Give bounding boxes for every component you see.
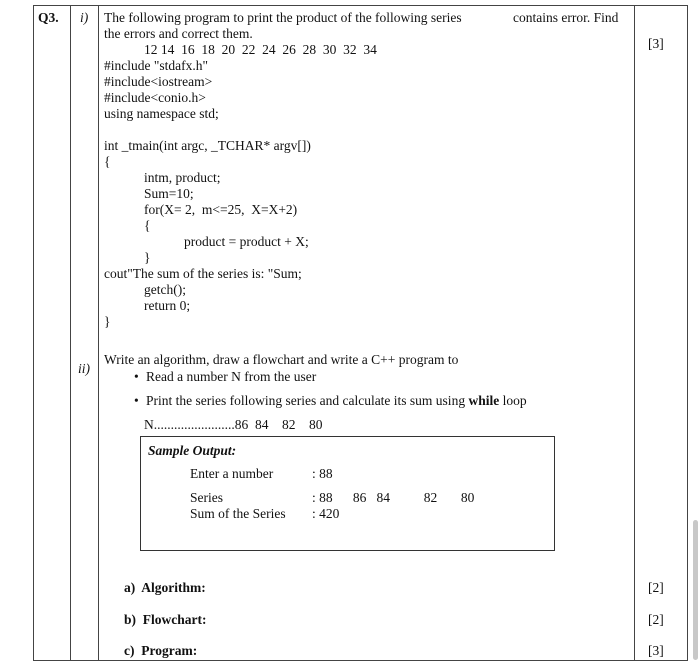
sample-row-1-value: : 88 [312, 466, 333, 481]
scrollbar[interactable] [693, 520, 698, 660]
code-line: } [144, 250, 151, 265]
part-ii-stem: Write an algorithm, draw a flowchart and write a C++ program to [104, 352, 459, 367]
algorithm-marks: [2] [648, 580, 664, 595]
sample-row-3-label: Sum of the Series [190, 506, 286, 521]
part-ii-bullet-2 [146, 393, 527, 409]
code-line: { [104, 154, 111, 169]
part-i-stem-line1b: contains error. Find [513, 10, 619, 25]
table-divider-3 [634, 5, 635, 661]
program-marks: [3] [648, 643, 664, 658]
table-bottom-border [33, 660, 688, 661]
program-label: c) Program: [124, 643, 198, 658]
code-line: cout"The sum of the series is: "Sum; [104, 266, 302, 281]
code-line: using namespace std; [104, 106, 219, 121]
part-i-stem-line1: The following program to print the product of the following series [104, 10, 462, 25]
table-top-border [33, 5, 688, 6]
part-ii-bullet-1: • Read a number N from the user [146, 369, 316, 385]
table-divider-1 [70, 5, 71, 661]
code-line: } [104, 314, 111, 329]
code-line: product = product + X; [184, 234, 309, 249]
flowchart-label: b) Flowchart: [124, 612, 207, 627]
sample-row-2-value: : 88 86 84 82 80 [312, 490, 475, 505]
table-left-border [33, 5, 34, 661]
code-line: intm, product; [144, 170, 221, 185]
flowchart-marks: [2] [648, 612, 664, 627]
code-line: Sum=10; [144, 186, 194, 201]
question-number: Q3. [38, 10, 59, 25]
sample-row-1-label: Enter a number [190, 466, 274, 481]
part-i-label: i) [80, 10, 89, 25]
part-i-series: 12 14 16 18 20 22 24 26 28 30 32 34 [144, 42, 377, 57]
bullet-2-text-post: loop [499, 393, 527, 408]
table-right-border [687, 5, 688, 661]
bullet-2-text-bold: while [468, 393, 500, 408]
code-line: #include<iostream> [104, 74, 213, 89]
code-line: #include<conio.h> [104, 90, 206, 105]
code-line: for(X= 2, m<=25, X=X+2) [144, 202, 298, 217]
part-i-marks: [3] [648, 36, 664, 51]
sample-row-3-value: : 420 [312, 506, 340, 521]
part-i-stem-line2: the errors and correct them. [104, 26, 253, 41]
algorithm-label: a) Algorithm: [124, 580, 206, 595]
part-ii-label: ii) [78, 361, 90, 376]
bullet-2-text-pre: Print the series following series and calculate its sum using [146, 393, 469, 408]
code-line: getch(); [144, 282, 186, 297]
sample-row-2-label: Series [190, 490, 223, 505]
code-line: { [144, 218, 151, 233]
code-line: #include "stdafx.h" [104, 58, 208, 73]
code-line: return 0; [144, 298, 191, 313]
table-divider-2 [98, 5, 99, 661]
code-line: int _tmain(int argc, _TCHAR* argv[]) [104, 138, 311, 153]
part-ii-series: N........................86 84 82 80 [144, 417, 323, 432]
sample-output-title: Sample Output: [148, 443, 237, 458]
